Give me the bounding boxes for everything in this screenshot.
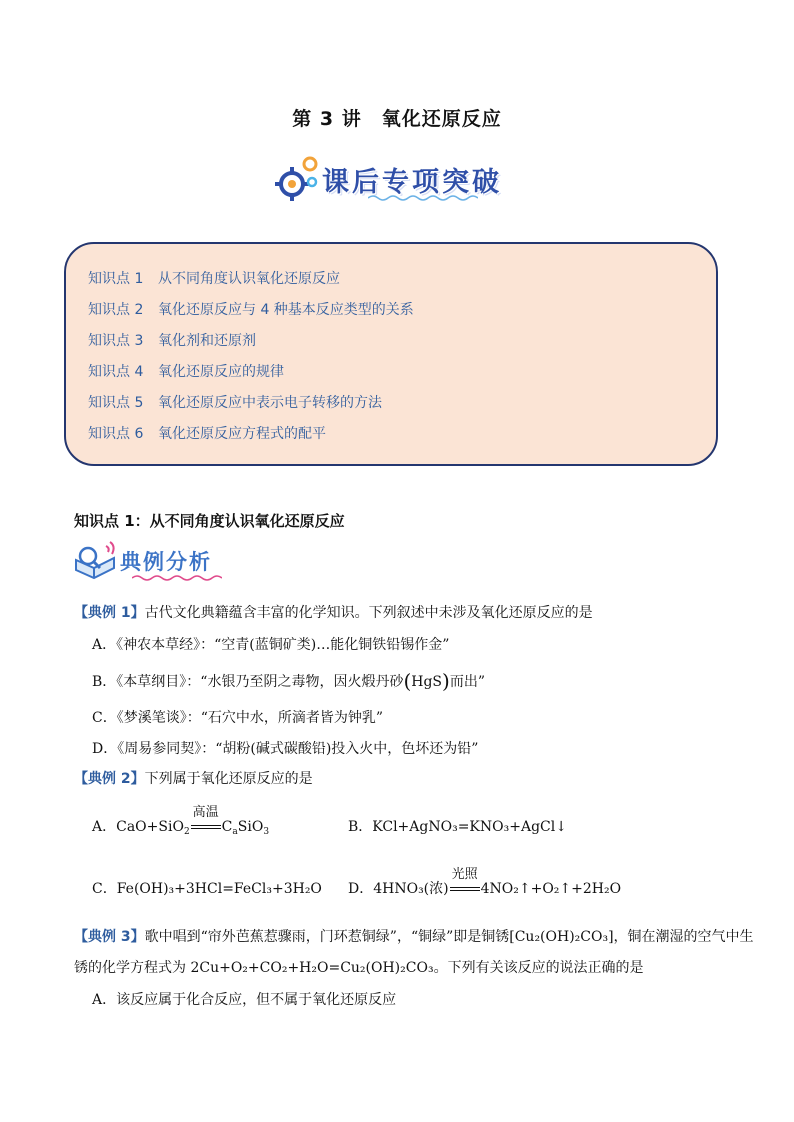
example-3-question: 歌中唱到“帘外芭蕉惹骤雨，门环惹铜绿”，“铜绿”即是铜锈[Cu₂(OH)₂CO₃]，铜在潮湿的空气中生	[144, 929, 754, 945]
toc-item-6[interactable]: 知识点 6 氧化还原反应方程式的配平	[88, 426, 326, 442]
example-banner	[72, 540, 252, 584]
option-c[interactable]: C．《梦溪笔谈》：“石穴中水，所滴者皆为钟乳”	[92, 710, 384, 726]
toc-item-1[interactable]: 知识点 1 从不同角度认识氧化还原反应	[88, 271, 340, 287]
option-3a[interactable]: A．该反应属于化合反应，但不属于氧化还原反应	[92, 992, 397, 1008]
option-2a-sub: a	[232, 827, 238, 837]
example-3-line-2: 锈的化学方程式为 2Cu+O₂+CO₂+H₂O=Cu₂(OH)₂CO₃。下列有关该反应的说法正确的是	[74, 960, 644, 976]
option-b-end: 而出”	[449, 674, 486, 690]
option-2a[interactable]: A．CaO+SiO$_2$ 高温 $C_aSiO_3$	[92, 816, 269, 837]
option-2d-rhs: 4NO₂↑+O₂↑+2H₂O	[480, 881, 622, 897]
toc-item-3[interactable]: 知识点 3 氧化剂和还原剂	[88, 333, 256, 349]
wavy-underline	[132, 574, 222, 582]
option-2a-rhs: C	[221, 819, 233, 835]
book-icon	[72, 540, 118, 584]
option-d[interactable]: D．《周易参同契》：“胡粉(碱式碳酸铅)投入火中，色坏还为铅”	[92, 741, 479, 757]
formula-hgs: HgS	[411, 674, 443, 690]
option-b[interactable]: B．《本草纲目》：“水银乃至阴之毒物，因火煅丹砂(HgS)而出”	[92, 669, 486, 693]
example-title: 典例分析	[120, 550, 212, 574]
option-2d[interactable]	[348, 867, 622, 898]
section-heading: 知识点 1：从不同角度认识氧化还原反应	[74, 512, 345, 530]
example-1-question: 古代文化典籍蕴含丰富的化学知识。下列叙述中未涉及氧化还原反应的是	[144, 605, 593, 621]
toc-item-4[interactable]: 知识点 4 氧化还原反应的规律	[88, 364, 284, 380]
condition-high-temp: 高温	[192, 805, 219, 820]
option-2d-lhs: D．4HNO₃(浓)	[348, 881, 449, 897]
toc-item-5[interactable]: 知识点 5 氧化还原反应中表示电子转移的方法	[88, 395, 382, 411]
wavy-underline	[368, 194, 478, 202]
example-2-tag: 【典例 2】	[74, 771, 145, 787]
option-a[interactable]: A．《神农本草经》：“空青(蓝铜矿类)…能化铜铁铅锡作金”	[92, 637, 450, 653]
toc-box	[64, 242, 718, 466]
example-3-line-1	[74, 926, 754, 946]
gear-icon	[272, 152, 322, 208]
option-b-text: B．《本草纲目》：“水银乃至阴之毒物，因火煅丹砂	[92, 674, 404, 690]
example-2-question: 下列属于氧化还原反应的是	[144, 771, 313, 787]
after-class-banner	[272, 152, 522, 208]
option-2b[interactable]: B．KCl+AgNO₃=KNO₃+AgCl↓	[348, 819, 567, 835]
toc-item-2[interactable]: 知识点 2 氧化还原反应与 4 种基本反应类型的关系	[88, 302, 414, 318]
condition-light: 光照	[451, 867, 478, 882]
page-title: 第 3 讲 氧化还原反应	[292, 108, 502, 130]
option-2a-rhs-end: SiO	[237, 819, 264, 835]
example-3-tag: 【典例 3】	[74, 929, 145, 945]
example-1-tag: 【典例 1】	[74, 605, 145, 621]
option-2a-lhs: A．CaO+SiO	[92, 819, 184, 835]
banner-title: 课后专项突破	[322, 167, 502, 198]
example-2-stem	[74, 768, 313, 788]
option-2c[interactable]: C．Fe(OH)₃+3HCl=FeCl₃+3H₂O	[92, 881, 322, 897]
example-1-stem	[74, 602, 593, 622]
